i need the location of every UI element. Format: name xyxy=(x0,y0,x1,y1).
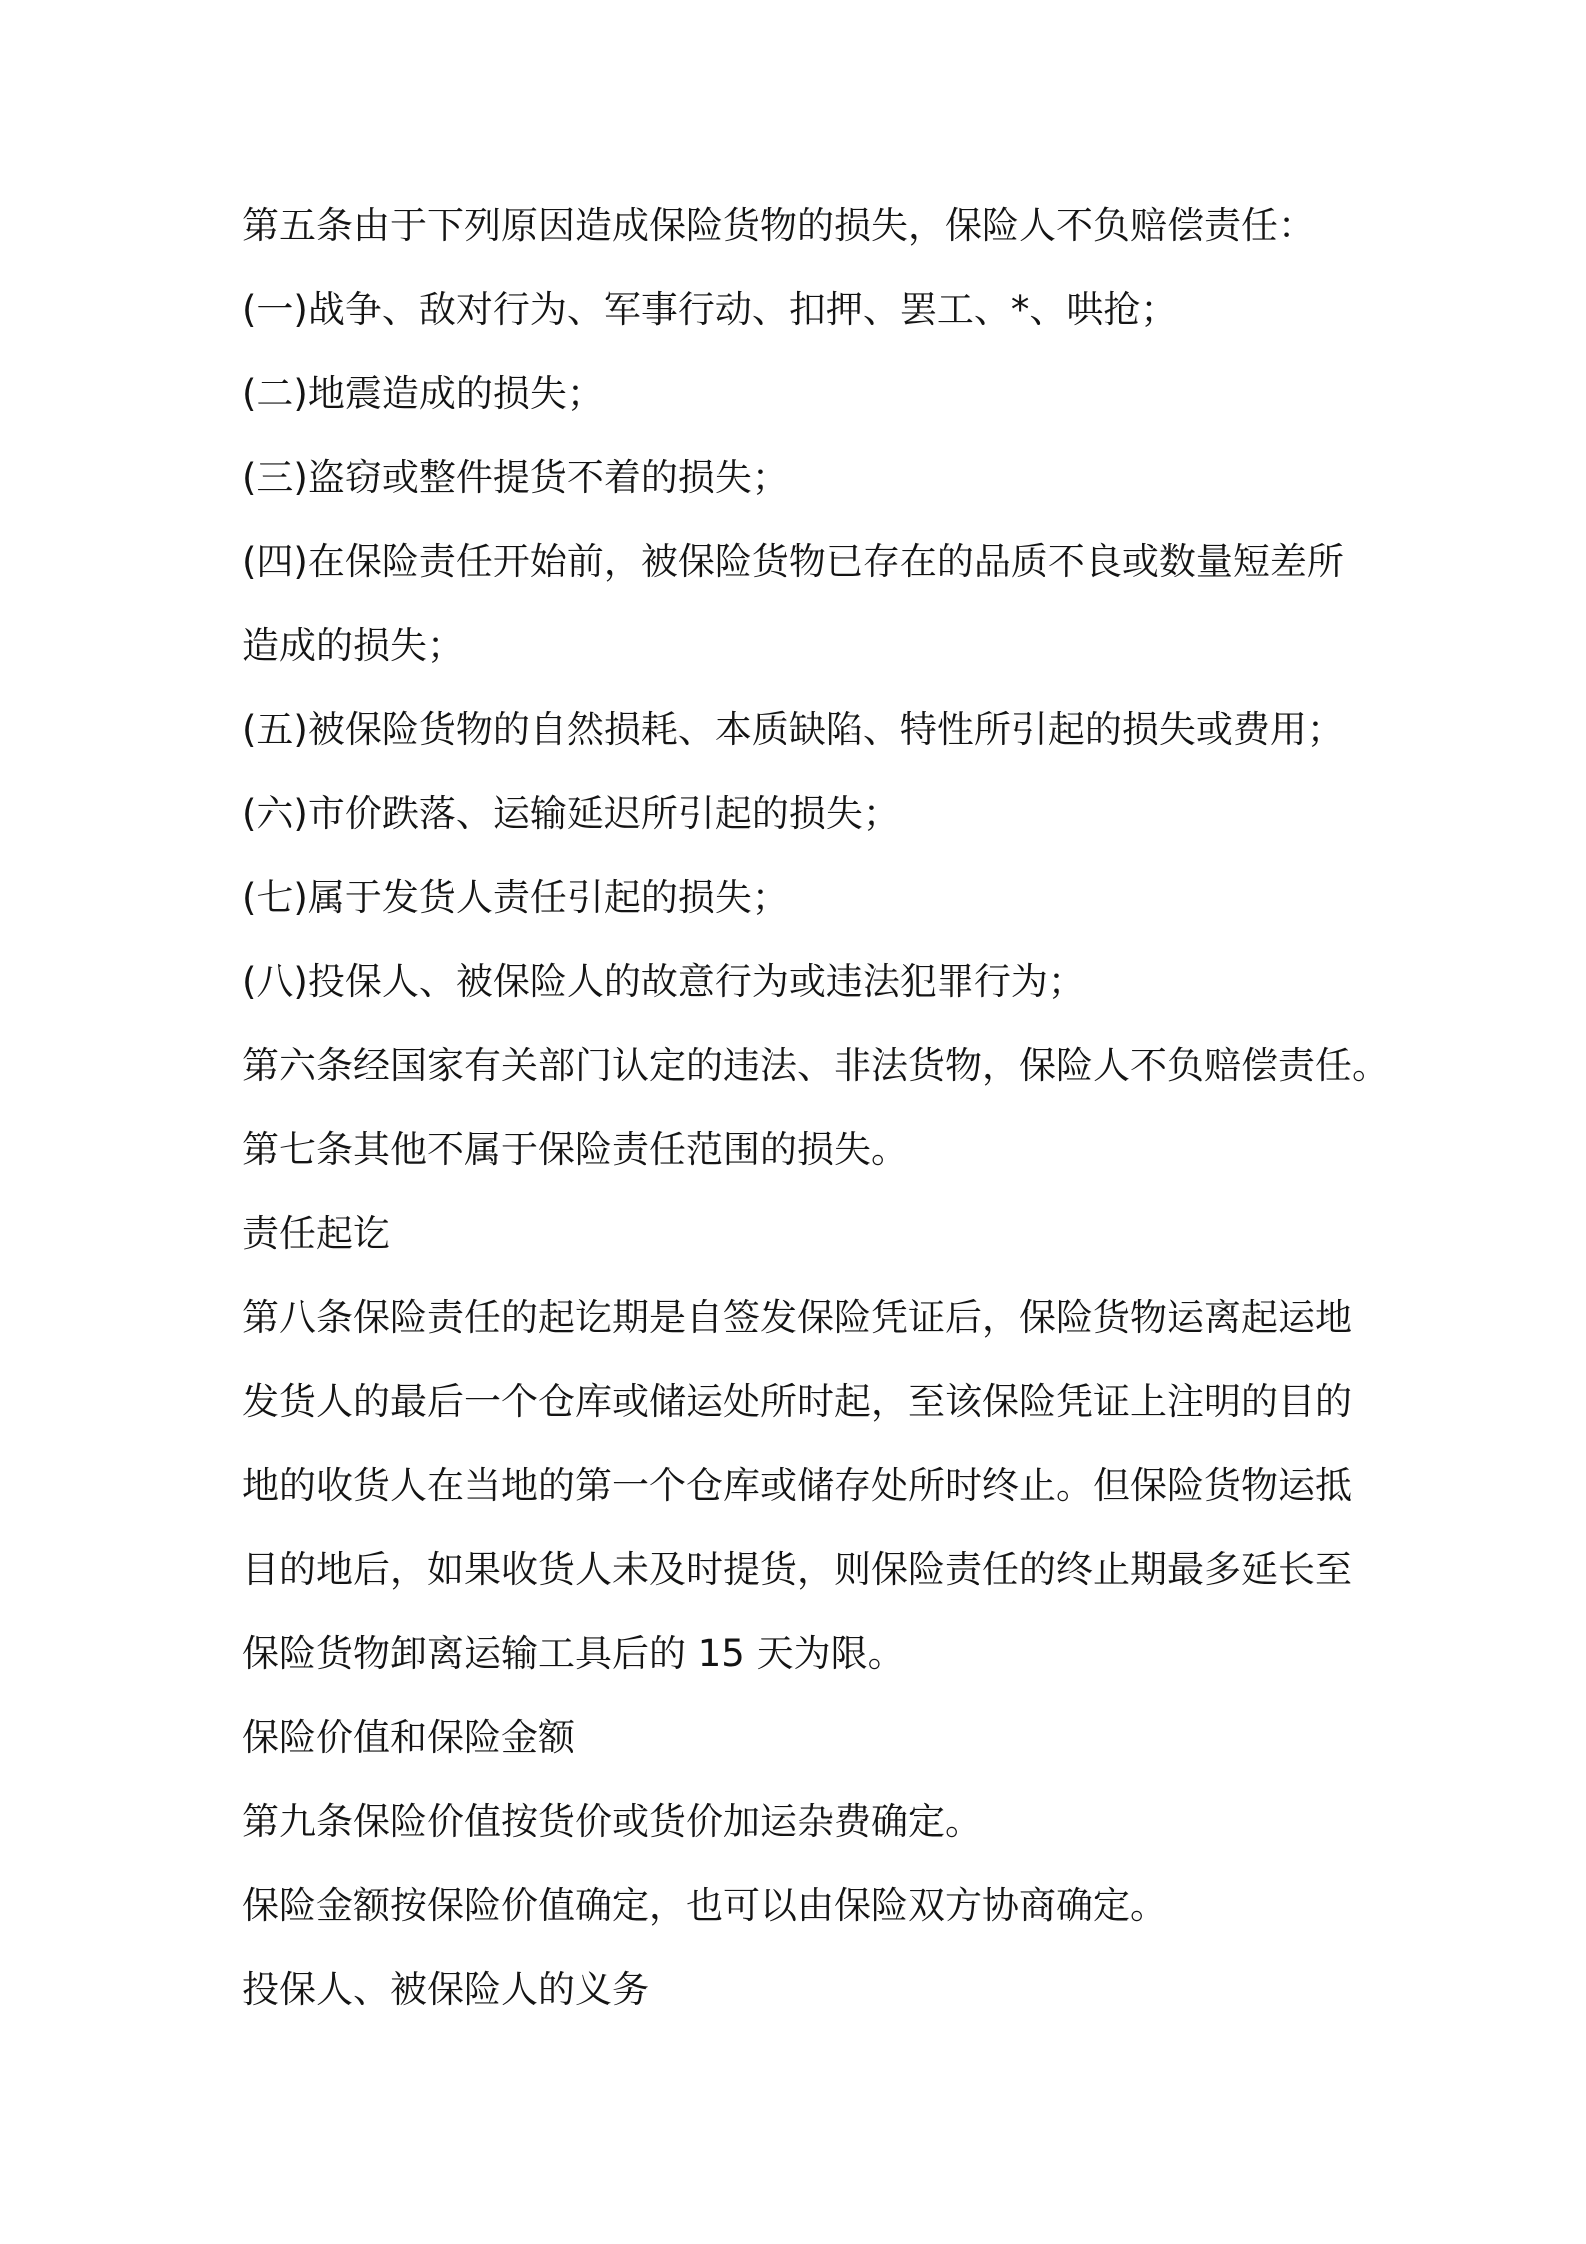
period-of-cover-section xyxy=(242,1192,1442,1696)
exclusion-item-5: (五)被保险货物的自然损耗、本质缺陷、特性所引起的损失或费用； xyxy=(242,708,1344,751)
sum-insured-paragraph: 保险金额按保险价值确定，也可以由保险双方协商确定。 xyxy=(242,1884,1167,1927)
article-8-line-1: 第八条保险责任的起讫期是自签发保险凭证后，保险货物运离起运地 xyxy=(242,1296,1352,1339)
exclusion-item-4-line-2: 造成的损失； xyxy=(242,624,464,667)
section-heading-obligations: 投保人、被保险人的义务 xyxy=(242,1968,649,2011)
article-8 xyxy=(242,1276,1442,1696)
article-5 xyxy=(242,184,1442,1024)
insured-value-section xyxy=(242,1696,1442,1948)
obligations-section xyxy=(242,1948,1442,2032)
article-8-line-5: 保险货物卸离运输工具后的 15 天为限。 xyxy=(242,1632,905,1675)
exclusion-item-8: (八)投保人、被保险人的故意行为或违法犯罪行为； xyxy=(242,960,1085,1003)
exclusion-item-7: (七)属于发货人责任引起的损失； xyxy=(242,876,789,919)
document-body xyxy=(242,184,1442,2032)
exclusion-item-4-line-1: (四)在保险责任开始前，被保险货物已存在的品质不良或数量短差所 xyxy=(242,540,1344,583)
exclusion-item-2: (二)地震造成的损失； xyxy=(242,372,604,415)
article-8-line-2: 发货人的最后一个仓库或储运处所时起，至该保险凭证上注明的目的 xyxy=(242,1380,1352,1423)
exclusion-item-4 xyxy=(242,520,1442,688)
exclusion-item-1: (一)战争、敌对行为、军事行动、扣押、罢工、*、哄抢； xyxy=(242,288,1178,331)
article-6: 第六条经国家有关部门认定的违法、非法货物，保险人不负赔偿责任。 xyxy=(242,1044,1389,1087)
article-8-line-3: 地的收货人在当地的第一个仓库或储存处所时终止。但保险货物运抵 xyxy=(242,1464,1352,1507)
section-heading-period-of-cover: 责任起讫 xyxy=(242,1212,390,1255)
article-8-line-4: 目的地后，如果收货人未及时提货，则保险责任的终止期最多延长至 xyxy=(242,1548,1352,1591)
exclusion-item-3: (三)盗窃或整件提货不着的损失； xyxy=(242,456,789,499)
article-7: 第七条其他不属于保险责任范围的损失。 xyxy=(242,1128,908,1171)
exclusion-item-6: (六)市价跌落、运输延迟所引起的损失； xyxy=(242,792,900,835)
section-heading-insured-value: 保险价值和保险金额 xyxy=(242,1716,575,1759)
article-9: 第九条保险价值按货价或货价加运杂费确定。 xyxy=(242,1800,982,1843)
article-5-lead: 第五条由于下列原因造成保险货物的损失，保险人不负赔偿责任： xyxy=(242,204,1315,247)
